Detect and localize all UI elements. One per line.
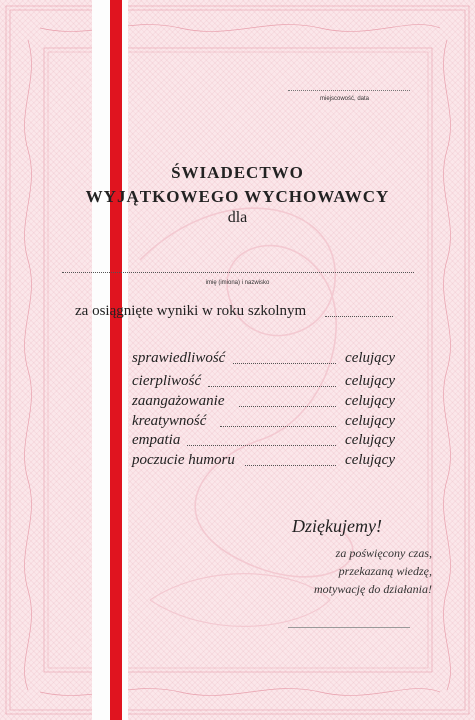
trait-row xyxy=(132,432,395,450)
trait-dots xyxy=(239,406,336,407)
certificate-title-line1: ŚWIADECTWO xyxy=(171,163,304,182)
place-date-line xyxy=(288,90,410,91)
certificate-for: dla xyxy=(227,209,248,226)
trait-dots xyxy=(245,465,336,466)
certificate-title-line2: WYJĄTKOWEGO WYCHOWAWCY xyxy=(85,187,390,206)
trait-label: empatia xyxy=(132,432,181,448)
trait-row xyxy=(132,393,395,411)
trait-row xyxy=(132,413,395,431)
trait-dots xyxy=(233,363,336,364)
trait-row xyxy=(132,350,395,368)
place-date-label: miejscowość, data xyxy=(320,96,370,102)
trait-grade: celujący xyxy=(345,393,395,409)
thanks-line-2: przekazaną wiedzę, xyxy=(338,564,432,578)
recipient-name-line xyxy=(62,272,414,273)
trait-label: kreatywność xyxy=(132,413,207,429)
thanks-line-3: motywację do działania! xyxy=(314,582,432,596)
signature-line xyxy=(288,627,410,628)
ribbon-white-stripe-2 xyxy=(122,0,128,720)
thanks-heading: Dziękujemy! xyxy=(292,516,382,536)
trait-grade: celujący xyxy=(345,452,395,468)
trait-dots xyxy=(208,386,336,387)
ribbon-white-stripe xyxy=(92,0,110,720)
trait-label: zaangażowanie xyxy=(132,393,225,409)
trait-row xyxy=(132,452,395,470)
recipient-name-label: imię (imiona) i nazwisko xyxy=(205,280,270,286)
school-year-line xyxy=(325,316,393,317)
trait-dots xyxy=(220,426,336,427)
trait-label: sprawiedliwość xyxy=(132,350,226,366)
trait-grade: celujący xyxy=(345,432,395,448)
ribbon-red-stripe xyxy=(110,0,122,720)
trait-grade: celujący xyxy=(345,413,395,429)
trait-grade: celujący xyxy=(345,350,395,366)
trait-label: poczucie humoru xyxy=(132,452,235,468)
thanks-line-1: za poświęcony czas, xyxy=(335,546,432,560)
trait-label: cierpliwość xyxy=(132,373,202,389)
trait-dots xyxy=(187,445,336,446)
achievement-text: za osiągnięte wyniki w roku szkolnym xyxy=(75,303,307,319)
trait-row xyxy=(132,373,395,391)
trait-grade: celujący xyxy=(345,373,395,389)
